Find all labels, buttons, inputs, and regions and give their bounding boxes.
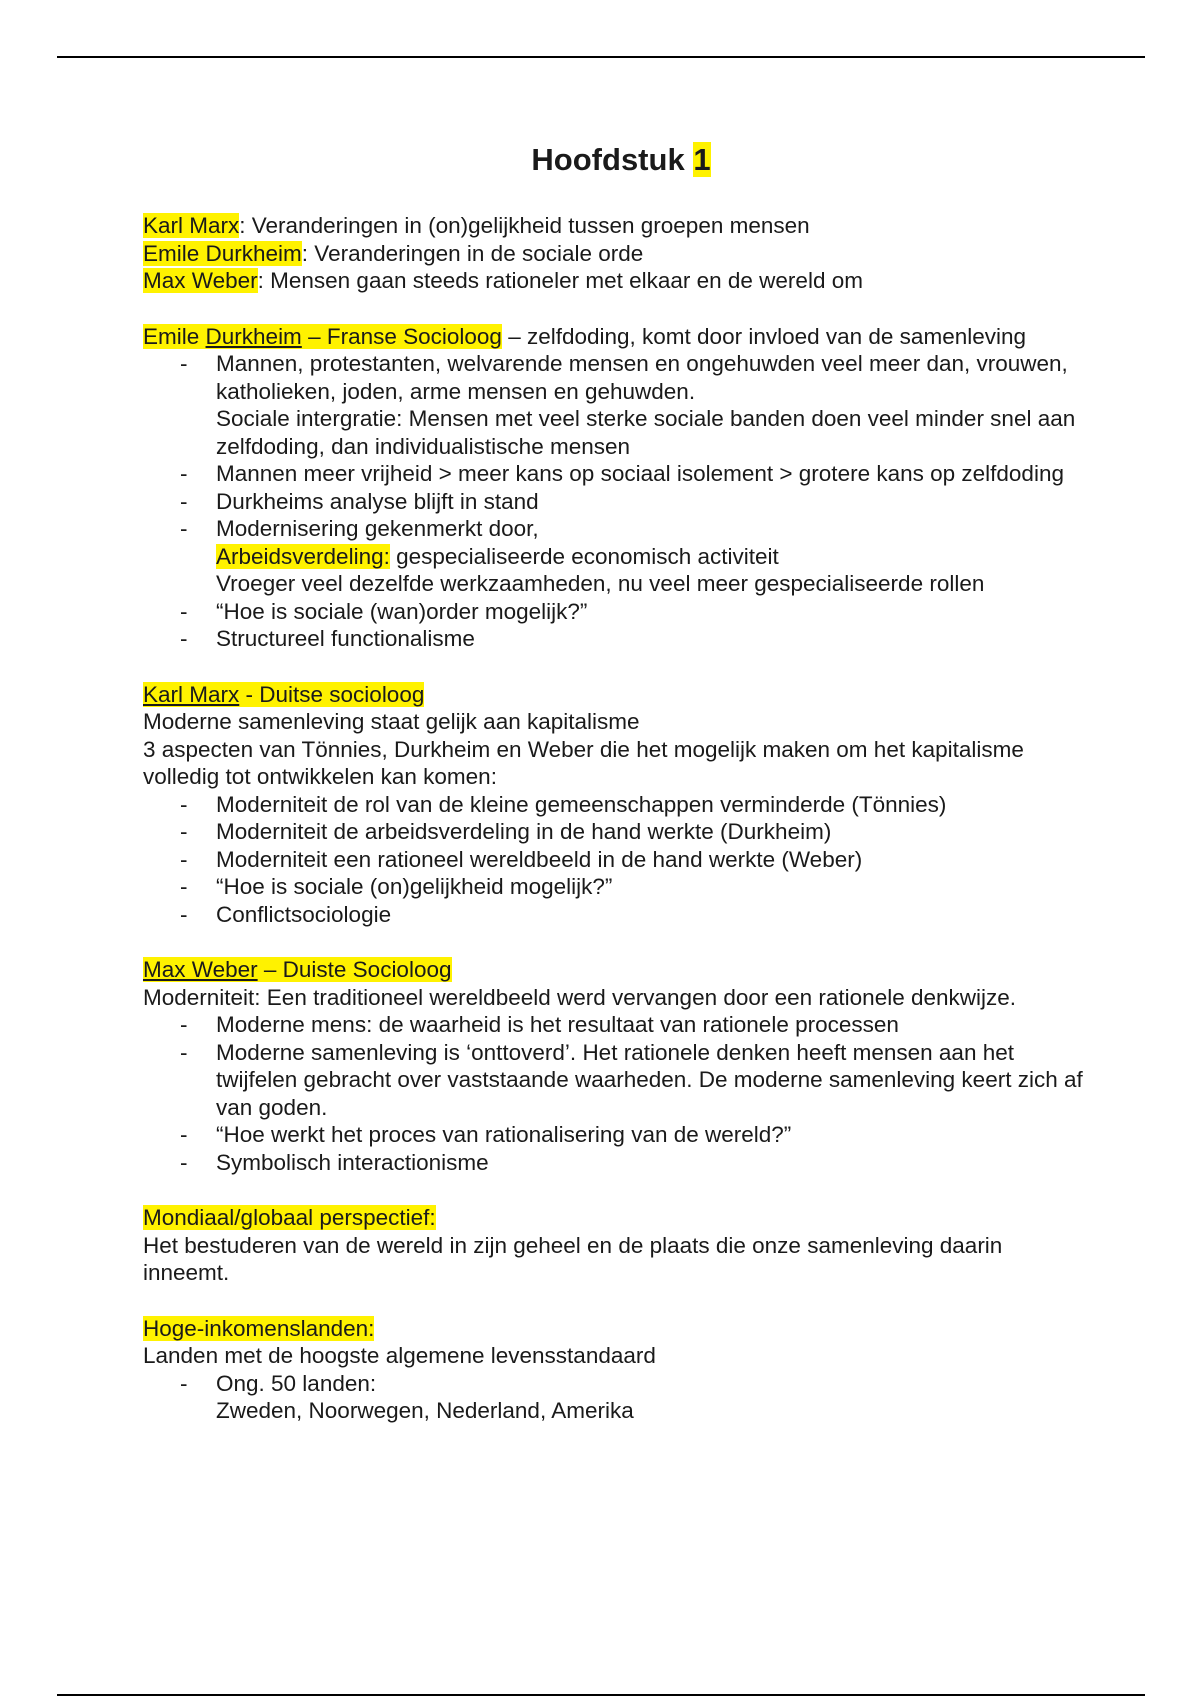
- marx-heading: Karl Marx - Duitse socioloog: [143, 681, 425, 707]
- paragraph: 3 aspecten van Tönnies, Durkheim en Weber die het mogelijk maken om het kapitalisme volledig tot ontwikkelen kan komen:: [143, 736, 1024, 789]
- list-item: - Mannen, protestanten, welvarende mensen en ongehuwden veel meer dan, vrouwen, katholieken, joden, arme mensen en gehuwden. Sociale intergratie: Mensen met veel sterke sociale banden doen veel minder snel aan zelfdoding, dan individualistische mensen: [143, 350, 1083, 460]
- list-item: - Modernisering gekenmerkt door, Arbeidsverdeling: gespecialiseerde economisch activiteit Vroeger veel dezelfde werkzaamheden, nu veel meer gespecialiseerde rollen: [143, 515, 1083, 598]
- durkheim-section: [143, 323, 1083, 653]
- list-item: - Structureel functionalisme: [143, 625, 1083, 653]
- list-item: - Moderniteit de arbeidsverdeling in de hand werkte (Durkheim): [143, 818, 1083, 846]
- intro-line: Karl Marx: Veranderingen in (on)gelijkheid tussen groepen mensen: [143, 213, 810, 238]
- weber-section: [143, 956, 1083, 1176]
- list-item: - Durkheims analyse blijft in stand: [143, 488, 1083, 516]
- durkheim-heading: Emile Durkheim – Franse Socioloog – zelfdoding, komt door invloed van de samenleving: [143, 323, 1027, 349]
- weber-list: [143, 1011, 1083, 1176]
- durkheim-list: [143, 350, 1083, 653]
- intro-section: [143, 212, 1083, 295]
- paragraph: Landen met de hoogste algemene levensstandaard: [143, 1343, 656, 1368]
- list-item: - “Hoe werkt het proces van rationalisering van de wereld?”: [143, 1121, 1083, 1149]
- intro-line: Max Weber: Mensen gaan steeds rationeler met elkaar en de wereld om: [143, 268, 863, 293]
- marx-section: [143, 681, 1083, 929]
- list-item: - Moderniteit de rol van de kleine gemeenschappen verminderde (Tönnies): [143, 791, 1083, 819]
- list-item: - “Hoe is sociale (on)gelijkheid mogelijk?”: [143, 873, 1083, 901]
- paragraph: Het bestuderen van de wereld in zijn geheel en de plaats die onze samenleving daarin inneemt.: [143, 1232, 1003, 1285]
- paragraph: Moderne samenleving staat gelijk aan kapitalisme: [143, 709, 640, 734]
- hoge-heading: Hoge-inkomenslanden:: [143, 1315, 375, 1341]
- hoge-section: [143, 1315, 1083, 1425]
- footer-rule: [57, 1694, 1145, 1696]
- intro-line: Emile Durkheim: Veranderingen in de sociale orde: [143, 240, 644, 266]
- hoge-list: [143, 1370, 1083, 1425]
- list-item: - Moderne mens: de waarheid is het resultaat van rationele processen: [143, 1011, 1083, 1039]
- list-item: - Symbolisch interactionisme: [143, 1149, 1083, 1177]
- page-title: Hoofdstuk 1: [531, 142, 711, 177]
- list-item: - Moderne samenleving is ‘onttoverd’. Het rationele denken heeft mensen aan het twijfelen gebracht over vaststaande waarheden. De moderne samenleving keert zich af van goden.: [143, 1039, 1083, 1122]
- header-rule: [57, 56, 1145, 58]
- list-item: - Moderniteit een rationeel wereldbeeld in de hand werkte (Weber): [143, 846, 1083, 874]
- title-number: 1: [693, 142, 711, 177]
- document-page: [143, 140, 1083, 1453]
- paragraph: Moderniteit: Een traditioneel wereldbeeld werd vervangen door een rationele denkwijze.: [143, 984, 1017, 1010]
- list-item: - Mannen meer vrijheid > meer kans op sociaal isolement > grotere kans op zelfdoding: [143, 460, 1083, 488]
- weber-heading: Max Weber – Duiste Socioloog: [143, 957, 452, 982]
- mondiaal-heading: Mondiaal/globaal perspectief:: [143, 1205, 436, 1230]
- marx-list: [143, 791, 1083, 929]
- list-item: - Conflictsociologie: [143, 901, 1083, 929]
- list-item: - “Hoe is sociale (wan)order mogelijk?”: [143, 598, 1083, 626]
- mondiaal-section: [143, 1204, 1083, 1287]
- list-item: - Ong. 50 landen: Zweden, Noorwegen, Nederland, Amerika: [143, 1370, 1083, 1425]
